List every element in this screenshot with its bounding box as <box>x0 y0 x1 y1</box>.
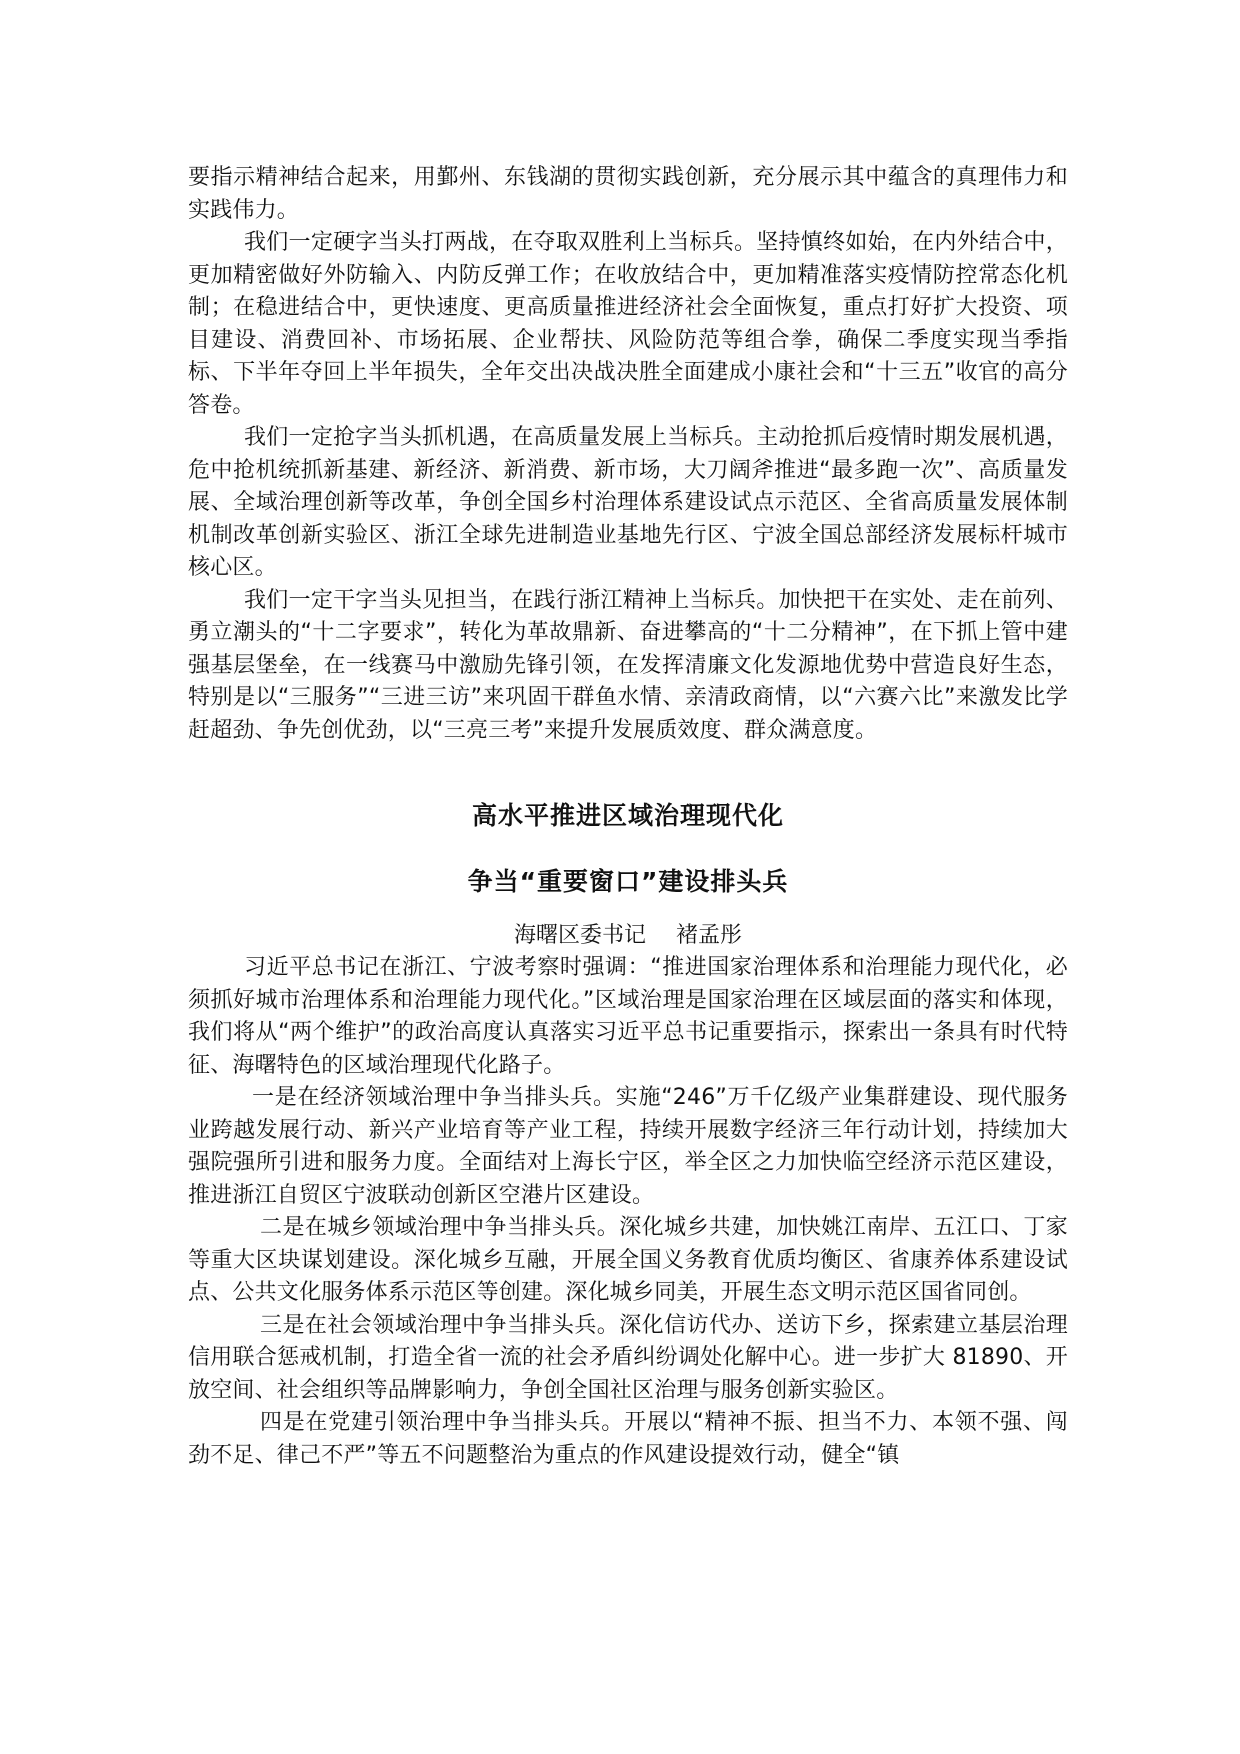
article-title-line1: 高水平推进区域治理现代化 <box>471 801 784 830</box>
paragraph: 三是在社会领域治理中争当排头兵。深化信访代办、送访下乡，探索建立基层治理信用联合惩戒机制，打造全省一流的社会矛盾纠纷调处化解中心。进一步扩大 81890、开放空间、社会组织等品牌影响力，争创全国社区治理与服务创新实验区。 <box>188 1312 1068 1403</box>
paragraph: 我们一定干字当头见担当，在践行浙江精神上当标兵。加快把干在实处、走在前列、勇立潮头的“十二字要求”，转化为革故鼎新、奋进攀高的“十二分精神”，在下抓上管中建强基层堡垒，在一线赛马中激励先锋引领，在发挥清廉文化发源地优势中营造良好生态，特别是以“三服务”“三进三访”来巩固干群鱼水情、亲清政商情，以“六赛六比”来激发比学赶超劲、争先创优劲，以“三亮三考”来提升发展质效度、群众满意度。 <box>188 587 1068 743</box>
paragraph: 四是在党建引领治理中争当排头兵。开展以“精神不振、担当不力、本领不强、闯劲不足、律己不严”等五不问题整治为重点的作风建设提效行动，健全“镇 <box>188 1410 1068 1468</box>
paragraph: 我们一定抢字当头抓机遇，在高质量发展上当标兵。主动抢抓后疫情时期发展机遇，危中抢机统抓新基建、新经济、新消费、新市场，大刀阔斧推进“最多跑一次”、高质量发展、全域治理创新等改革，争创全国乡村治理体系建设试点示范区、全省高质量发展体制机制改革创新实验区、浙江全球先进制造业基地先行区、宁波全国总部经济发展标杆城市核心区。 <box>188 425 1068 580</box>
paragraph: 我们一定硬字当头打两战，在夺取双胜利上当标兵。坚持慎终如始，在内外结合中，更加精密做好外防输入、内防反弹工作；在收放结合中，更加精准落实疫情防控常态化机制；在稳进结合中，更快速度、更高质量推进经济社会全面恢复，重点打好扩大投资、项目建设、消费回补、市场拓展、企业帮扶、风险防范等组合拳，确保二季度实现当季指标、下半年夺回上半年损失，全年交出决战决胜全面建成小康社会和“十三五”收官的高分答卷。 <box>188 230 1068 418</box>
article-body <box>188 952 1068 1472</box>
author-role: 海曙区委书记 <box>513 923 646 948</box>
paragraph: 要指示精神结合起来，用鄞州、东钱湖的贯彻实践创新，充分展示其中蕴含的真理伟力和实践伟力。 <box>188 165 1068 223</box>
author-name: 褚孟彤 <box>676 923 743 948</box>
article-title-line2: 争当“重要窗口”建设排头兵 <box>467 867 789 896</box>
paragraph: 二是在城乡领域治理中争当排头兵。深化城乡共建，加快姚江南岸、五江口、丁家等重大区块谋划建设。深化城乡互融，开展全国义务教育优质均衡区、省康养体系建设试点、公共文化服务体系示范区等创建。深化城乡同美，开展生态文明示范区国省同创。 <box>188 1215 1068 1305</box>
author-byline <box>188 920 1068 952</box>
section1-body <box>188 162 1068 747</box>
paragraph: 一是在经济领域治理中争当排头兵。实施“246”万千亿级产业集群建设、现代服务业跨越发展行动、新兴产业培育等产业工程，持续开展数字经济三年行动计划，持续加大强院强所引进和服务力度。全面结对上海长宁区，举全区之力加快临空经济示范区建设，推进浙江自贸区宁波联动创新区空港片区建设。 <box>188 1085 1068 1208</box>
paragraph: 习近平总书记在浙江、宁波考察时强调：“推进国家治理体系和治理能力现代化，必须抓好城市治理体系和治理能力现代化。”区域治理是国家治理在区域层面的落实和体现，我们将从“两个维护”的政治高度认真落实习近平总书记重要指示，探索出一条具有时代特征、海曙特色的区域治理现代化路子。 <box>188 955 1068 1078</box>
